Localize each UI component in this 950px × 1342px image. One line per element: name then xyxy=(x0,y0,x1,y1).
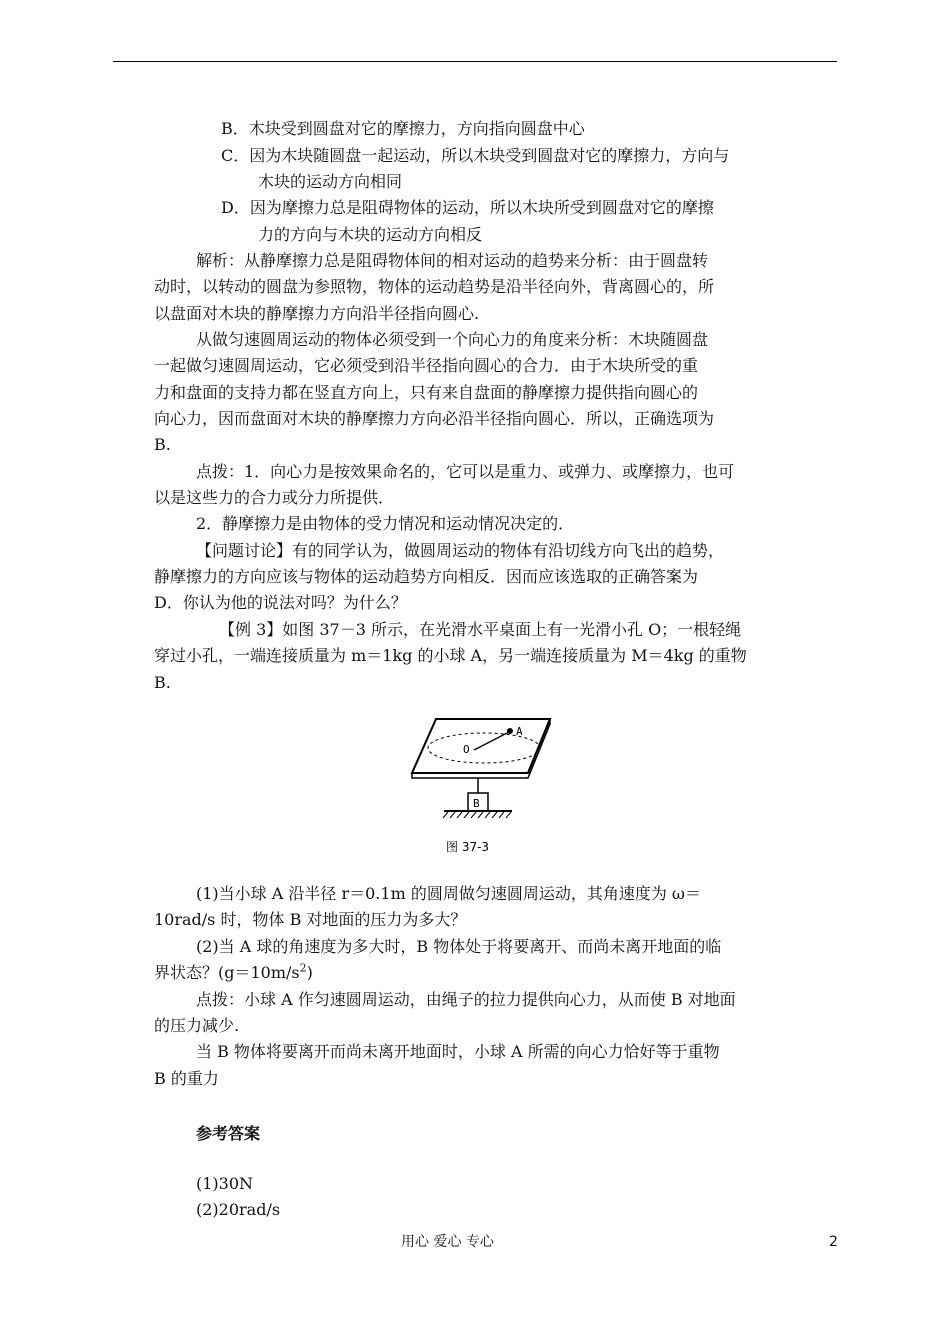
question-2-line1: (2)当 A 球的角速度为多大时，B 物体处于将要离开、而尚未离开地面的临 xyxy=(196,937,722,956)
analysis-line: 解析：从静摩擦力总是阻碍物体间的相对运动的趋势来分析：由于圆盘转 xyxy=(196,251,709,270)
example-line: 【例 3】如图 37－3 所示，在光滑水平桌面上有一光滑小孔 O；一根轻绳 xyxy=(219,620,742,639)
ground-hatch xyxy=(443,812,511,818)
hint-line: 的压力减少. xyxy=(154,1016,240,1035)
question-1-line1: (1)当小球 A 沿半径 r＝0.1m 的圆周做匀速圆周运动，其角速度为 ω＝ xyxy=(196,884,701,903)
label-o: O xyxy=(463,743,470,756)
discussion-line: 静摩擦力的方向应该与物体的运动趋势方向相反．因而应该选取的正确答案为 xyxy=(154,567,699,586)
discussion-line: 【问题讨论】有的同学认为，做圆周运动的物体有沿切线方向飞出的趋势， xyxy=(196,541,725,560)
analysis-line: 以盘面对木块的静摩擦力方向沿半径指向圆心. xyxy=(154,304,480,323)
analysis-line: 从做匀速圆周运动的物体必须受到一个向心力的角度来分析：木块随圆盘 xyxy=(196,330,709,349)
hint-line: B 的重力 xyxy=(154,1069,219,1088)
figure-caption: 图 37-3 xyxy=(446,840,490,854)
analysis-line: 一起做匀速圆周运动，它必须受到沿半径指向圆心的合力．由于木块所受的重 xyxy=(154,356,699,375)
figure-37-3 xyxy=(408,715,558,860)
answer-1: (1)30N xyxy=(196,1174,254,1193)
tip-line: 2．静摩擦力是由物体的受力情况和运动情况决定的． xyxy=(196,514,575,533)
question-2-line2: 界状态？$(g=10m/s^2)$ xyxy=(154,961,313,982)
hint-line: 当 B 物体将要离开而尚未离开地面时，小球 A 所需的向心力恰好等于重物 xyxy=(196,1042,720,1061)
tip-line: 点拨：1．向心力是按效果命名的，它可以是重力、或弹力、或摩擦力，也可 xyxy=(196,462,735,481)
hint-line: 点拨：小球 A 作匀速圆周运动，由绳子的拉力提供向心力，从而使 B 对地面 xyxy=(196,990,736,1009)
footer-motto: 用心 爱心 专心 xyxy=(401,1234,494,1250)
discussion-line: D．你认为他的说法对吗？为什么？ xyxy=(154,593,407,612)
reference-answer-title: 参考答案 xyxy=(196,1124,261,1143)
page-number: 2 xyxy=(829,1234,838,1250)
option-b: B．木块受到圆盘对它的摩擦力，方向指向圆盘中心 xyxy=(221,119,585,138)
option-d-line1: D．因为摩擦力总是阻碍物体的运动，所以木块所受到圆盘对它的摩擦 xyxy=(221,198,714,217)
example-line: B. xyxy=(154,673,171,692)
label-b: B xyxy=(473,797,480,810)
option-c-line1: C．因为木块随圆盘一起运动，所以木块受到圆盘对它的摩擦力，方向与 xyxy=(221,146,730,165)
ball-a xyxy=(507,728,513,734)
analysis-line: 动时，以转动的圆盘为参照物，物体的运动趋势是沿半径向外，背离圆心的，所 xyxy=(154,277,715,296)
analysis-line: 向心力，因而盘面对木块的静摩擦力方向必沿半径指向圆心．所以，正确选项为 xyxy=(154,409,715,428)
tip-line: 以是这些力的合力或分力所提供． xyxy=(154,488,395,507)
superscript: 2 xyxy=(299,961,307,975)
label-a: A xyxy=(516,725,523,738)
option-d-line2: 力的方向与木块的运动方向相反 xyxy=(258,225,483,244)
answer-2: (2)20rad/s xyxy=(196,1200,281,1219)
example-line: 穿过小孔，一端连接质量为 m＝1kg 的小球 A，另一端连接质量为 M＝4kg 的重物 xyxy=(154,646,747,665)
option-c-line2: 木块的运动方向相同 xyxy=(258,172,403,191)
analysis-line: 力和盘面的支持力都在竖直方向上，只有来自盘面的静摩擦力提供指向圆心的 xyxy=(154,383,699,402)
analysis-line: B. xyxy=(154,435,171,454)
question-1-line2: 10rad/s 时，物体 B 对地面的压力为多大？ xyxy=(154,910,467,929)
header-rule xyxy=(113,61,837,62)
